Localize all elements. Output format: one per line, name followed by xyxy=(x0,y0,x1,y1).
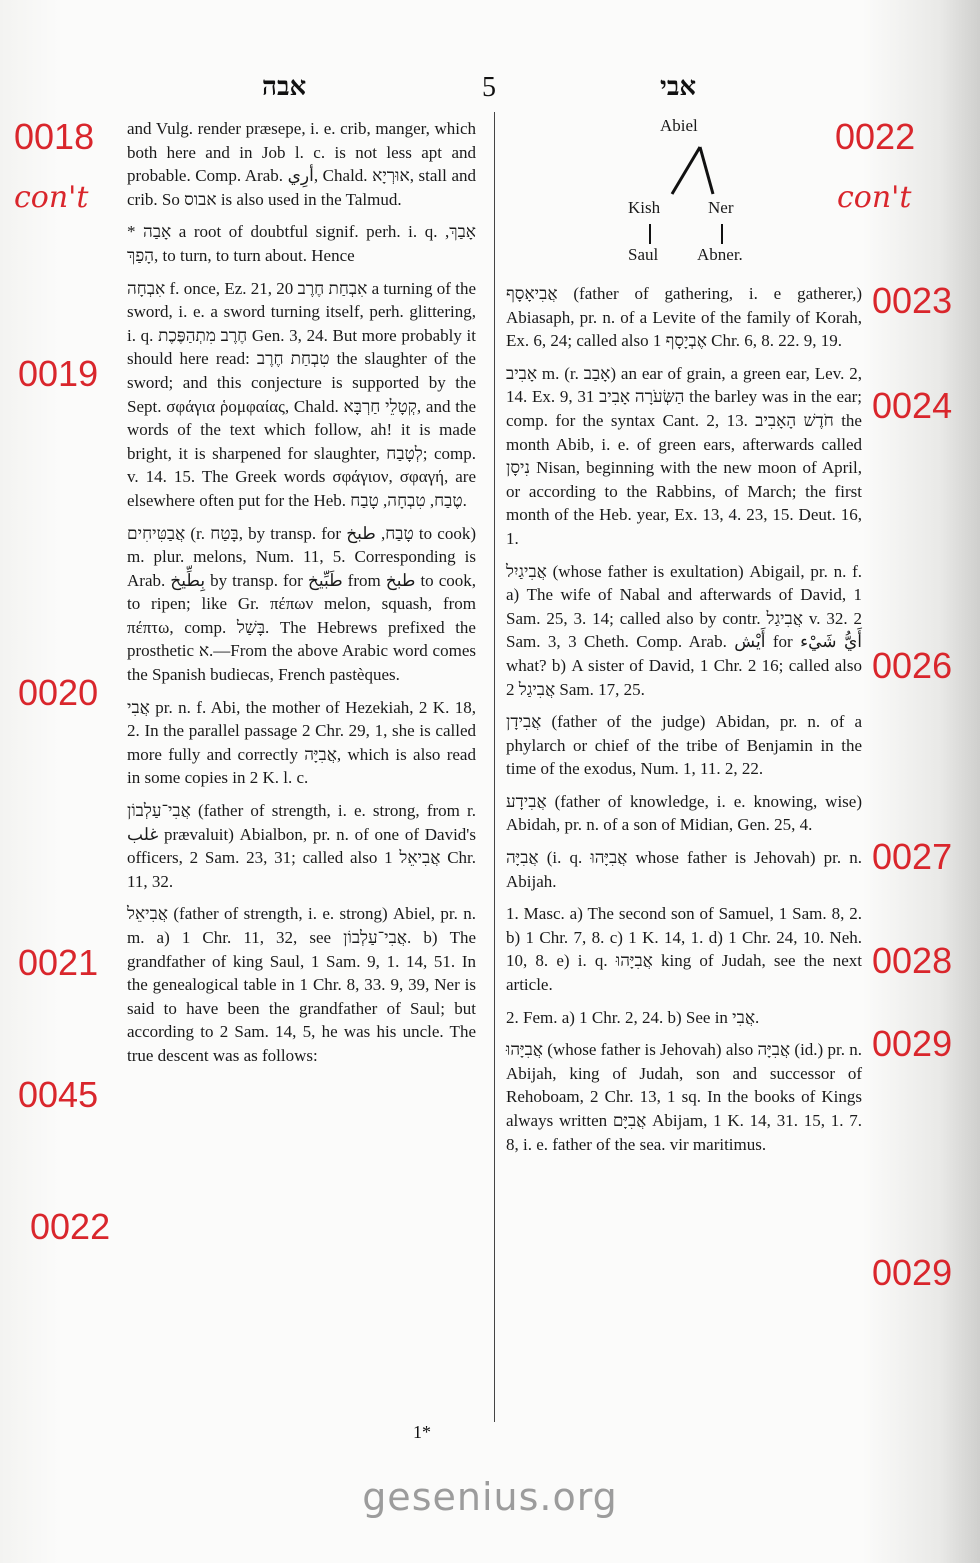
entry-0022-abiel: אֲבִיאֵל (father of strength, i. e. strong) Abiel, pr. n. m. a) 1 Chr. 11, 32, see אֲבִי־עַלְבוֹן. b) The grandfather of king Saul, 1 Sam. 9, 1. 14, 51. In the genealogical table in 1 Chr. 8, 33. 9, 39, Ner is said to have been the grandfather of Saul; but according to 2 Sam. 14, 5, he was his uncle. The true descent was as follows: xyxy=(127,904,476,1065)
running-head-right: אבי xyxy=(660,72,697,101)
entry-0019-ibchah: אִבְחָה f. once, Ez. 21, 20 אִבְחַת חֶרֶב a turning of the sword, i. e. a sword turning itself, perh. glittering, i. q. חֶרֶב מִתְהַפֶּכֶת Gen. 3, 24. But more probably it should here read: טִבְחַת חֶרֶב the slaughter of the sword; and this conjecture is supported by the Sept. σφάγια ῥομφαίας, Chald. קְטָלֵי חַרְבָּא, and the words of the text which follow, ah! it is made bright, it is sharpened for slaughter, לְטָבַח; comp. v. 14. 15. The Greek words σφάγιον, σφαγή, are elsewhere often put for the Heb. טֶבַח, טִבְחָה, טָבַח. xyxy=(127,278,476,510)
entry-0024-abib: אָבִיב m. (r. אָבַב) an ear of grain, a green ear, Lev. 2, 14. Ex. 9, 31 הַשְּׂעֹרָה אָבִיב the barley was in the ear; comp. for the syntax Cant. 2, 13. חֹדֶשׁ הָאָבִיב the month Abib, i. e. of green ears, afterwards called נִיסָן Nisan, beginning with the new moon of April, or according to the Rabbins, of March; the first month of the Heb. year, Ex. 13, 4. 23, 15. Deut. 16, 1. xyxy=(506,363,863,548)
entry-marker-0019: 0019 xyxy=(18,353,99,394)
entry-0029-abijah: אֲבִיָּה (i. q. אֲבִיָּהוּ whose father is Jehovah) pr. n. Abijah. xyxy=(506,848,862,891)
entry-marker-0027: 0027 xyxy=(872,836,953,877)
entry-0023-abiasaph: אֲבִיאָסָף (father of gathering, i. e gatherer,) Abiasaph, pr. n. of a Levite of the family of Korah, Ex. 6, 24; called also אֶבְיָסָף 1 Chr. 6, 8. 22. 9, 19. xyxy=(506,284,862,351)
entry-marker-0029-b: 0029 xyxy=(872,1252,953,1293)
entry-0045-abialbon: אֲבִי־עַלְבוֹן (father of strength, i. e. strong, from r. غلب prævaluit) Abialbon, pr. n. of one of David's officers, 2 Sam. 23, 31; called also אֲבִיאֵל 1 Chr. 11, 32. xyxy=(127,801,476,891)
entry-0020-abattichim: אֲבַטִּיחִים (r. בָּטַח, by transp. for טָבַח, طبخ to cook) m. plur. melons, Num. 11, 5. Corresponding is Arab. بِطِّيخ by transp. for طَبِّيخ from طبخ to cook, to ripen; like Gr. πέπων melon, squash, from πέπτω, comp. בָּשַׁל. The Hebrews prefixed the prosthetic א.—From the above Arabic word comes the Spanish budiecas, French pastèques. xyxy=(127,523,477,685)
entry-abah-root: * אָבַה a root of doubtful signif. perh. i. q. אָבַךְ, הָפַךְ, to turn, to turn about. Hence xyxy=(127,222,476,265)
entry-0027-abidan: אֲבִידָן (father of the judge) Abidan, pr. n. of a phylarch or chief of the tribe of Benjamin in the time of the exodus, Num. 1, 11. 2, 22. xyxy=(506,712,862,779)
entry-marker-0020: 0020 xyxy=(18,672,99,713)
entry-marker-0021: 0021 xyxy=(18,942,99,983)
entry-0021-abi: אֲבִי pr. n. f. Abi, the mother of Hezekiah, 2 K. 18, 2. In the parallel passage 2 Chr. 29, 1, she is called more fully and correctly אֲבִיָּה, which is also read in some copies in 2 K. l. c. xyxy=(127,697,476,788)
entry-marker-0022-right: 0022 xyxy=(835,116,916,157)
entry-marker-0024: 0024 xyxy=(872,385,953,426)
page-number: 5 xyxy=(482,72,496,103)
tree-node-abner: Abner. xyxy=(697,245,743,264)
entry-marker-0023: 0023 xyxy=(872,280,953,321)
tree-node-kish: Kish xyxy=(628,198,661,217)
entry-marker-0026: 0026 xyxy=(872,645,953,686)
entry-marker-0018: 0018 xyxy=(14,116,95,157)
genealogy-tree xyxy=(600,112,800,272)
running-head-left: אבה xyxy=(262,72,307,101)
entry-marker-0045: 0045 xyxy=(18,1074,99,1115)
site-watermark: gesenius.org xyxy=(362,1475,618,1519)
right-column xyxy=(506,282,862,1165)
entry-marker-0022: 0022 xyxy=(30,1206,111,1247)
entry-0018-continued: and Vulg. render præsepe, i. e. crib, manger, which both here and in Job l. c. is not less apt and probable. Comp. Arab. أرِي, Chald. אוּרְיָא, stall and crib. So אבוס is also used in the Talmud. xyxy=(127,119,476,209)
tree-node-abiel: Abiel xyxy=(660,116,698,135)
entry-0026-abigail: אֲבִיגַיִל (whose father is exultation) Abigail, pr. n. f. a) The wife of Nabal and afterwards of David, 1 Sam. 25, 3. 14; called also by contr. אֲבִיגַל v. 32. 2 Sam. 3, 3 Cheth. Comp. Arab. أَيْش for أَيُّ شَيْء what? b) A sister of David, 1 Chr. 2 16; called also אֲבִיגַל 2 Sam. 17, 25. xyxy=(506,561,862,699)
signature-mark: 1* xyxy=(413,1422,431,1442)
tree-node-saul: Saul xyxy=(628,245,659,264)
entry-marker-0029-a: 0029 xyxy=(872,1023,953,1064)
column-divider xyxy=(494,112,495,1422)
entry-marker-0028: 0028 xyxy=(872,940,953,981)
entry-marker-0022-continued: con't xyxy=(837,180,912,215)
tree-node-ner: Ner xyxy=(708,198,734,217)
entry-0029-abijahu: אֲבִיָּהוּ (whose father is Jehovah) also אֲבִיָּה (id.) pr. n. Abijah, king of Judah, son and successor of Rehoboam, 2 Chr. 13, 1 sq. In the books of Kings always written אֲבִיָּם Abijam, 1 K. 14, 31. 15, 1. 7. 8, i. e. father of the sea. vir maritimus. xyxy=(506,1040,862,1154)
entry-0028-abidah: אֲבִידָע (father of knowledge, i. e. knowing, wise) Abidah, pr. n. of a son of Midian, Gen. 25, 4. xyxy=(506,791,862,835)
entry-marker-0018-continued: con't xyxy=(14,180,89,215)
entry-0029-abijah-masc: 1. Masc. a) The second son of Samuel, 1 Sam. 8, 2. b) 1 Chr. 7, 8. c) 1 K. 14, 1. d) 1 Chr. 24, 10. Neh. 10, 8. e) i. q. אֲבִיָּהוּ king of Judah, see the next article. xyxy=(506,904,862,995)
left-column xyxy=(127,117,476,1077)
entry-0029-abijah-fem: 2. Fem. a) 1 Chr. 2, 24. b) See in אֲבִי. xyxy=(506,1007,760,1027)
